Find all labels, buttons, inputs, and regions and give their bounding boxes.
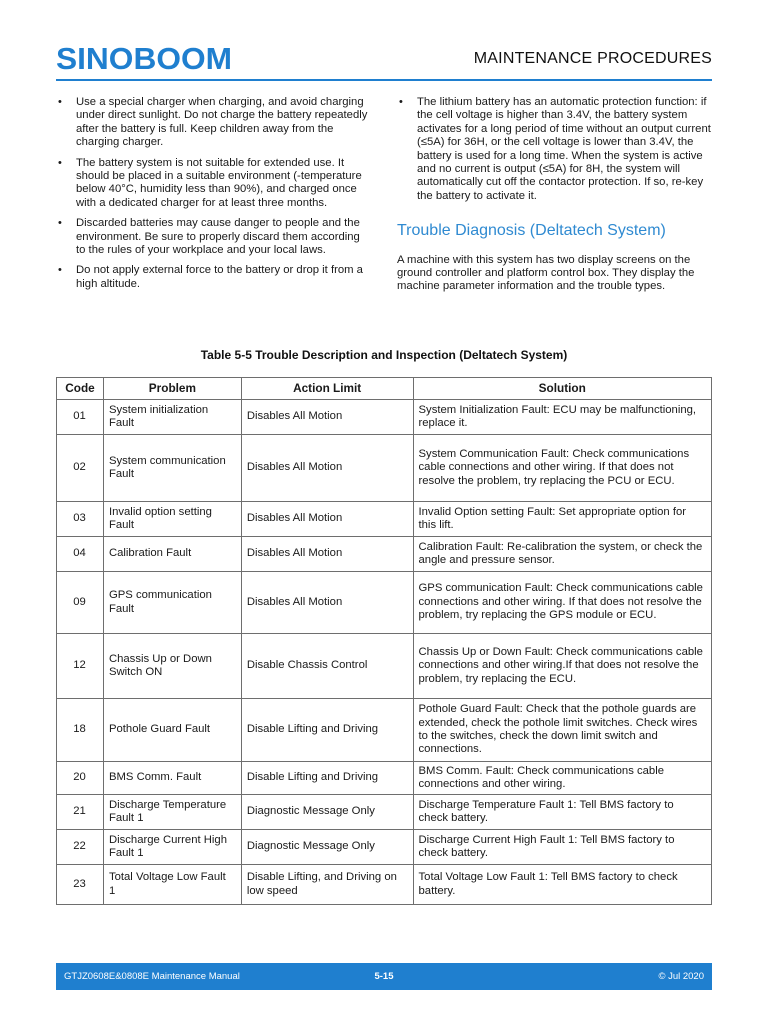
bullet-dot-icon: • (58, 217, 62, 230)
subsection-title: Trouble Diagnosis (Deltatech System) (397, 222, 666, 240)
footer-date: © Jul 2020 (658, 971, 704, 982)
header-solution: Solution (413, 378, 711, 400)
table-cell-problem: Invalid option setting Fault (103, 502, 241, 537)
table-cell-solution: Discharge Current High Fault 1: Tell BMS factory to check battery. (413, 830, 711, 865)
table-cell-action-limit: Disables All Motion (241, 435, 413, 502)
table-cell-action-limit: Disables All Motion (241, 400, 413, 435)
table-row (57, 795, 712, 830)
table-cell-action-limit: Disable Lifting and Driving (241, 762, 413, 795)
table-cell-problem: Discharge Current High Fault 1 (103, 830, 241, 865)
table-cell-problem: Pothole Guard Fault (103, 699, 241, 762)
table-row (57, 865, 712, 905)
table-cell-solution: Calibration Fault: Re-calibration the system, or check the angle and pressure sensor. (413, 537, 711, 572)
table-row (57, 572, 712, 634)
table-row (57, 502, 712, 537)
table-cell-solution: Chassis Up or Down Fault: Check communications cable connections and other wiring.If that does not resolve the problem, try replacing the ECU. (413, 634, 711, 699)
table-cell-action-limit: Disables All Motion (241, 502, 413, 537)
table-caption: Table 5-5 Trouble Description and Inspection (Deltatech System) (200, 348, 568, 362)
table-cell-problem: BMS Comm. Fault (103, 762, 241, 795)
table-cell-code: 18 (57, 699, 104, 762)
table-cell-solution: Pothole Guard Fault: Check that the pothole guards are extended, check the pothole limit switches. Check wires to the switches, check the down limit switch and connections. (413, 699, 711, 762)
table-cell-action-limit: Diagnostic Message Only (241, 795, 413, 830)
bullet-dot-icon: • (399, 96, 403, 108)
table-cell-problem: System communication Fault (103, 435, 241, 502)
table-cell-code: 12 (57, 634, 104, 699)
table-cell-solution: System Initialization Fault: ECU may be malfunctioning, replace it. (413, 400, 711, 435)
bullet-dot-icon: • (58, 264, 62, 277)
table-row (57, 400, 712, 435)
table-cell-action-limit: Disable Lifting, and Driving on low speed (241, 865, 413, 905)
table-cell-action-limit: Diagnostic Message Only (241, 830, 413, 865)
bullet-item: • Use a special charger when charging, and avoid charging under direct sunlight. Do not charge the battery repeatedly after the battery is full. Keep children away from the charging charger. (58, 96, 368, 149)
table-cell-solution: BMS Comm. Fault: Check communications cable connections and other wiring. (413, 762, 711, 795)
table-row (57, 634, 712, 699)
table-cell-code: 20 (57, 762, 104, 795)
table-cell-solution: Invalid Option setting Fault: Set appropriate option for this lift. (413, 502, 711, 537)
table-cell-solution: System Communication Fault: Check communications cable connections and other wiring. If that does not resolve the problem, try replacing the PCU or ECU. (413, 435, 711, 502)
table-cell-code: 23 (57, 865, 104, 905)
table-cell-problem: Discharge Temperature Fault 1 (103, 795, 241, 830)
footer-page-number: 5-15 (374, 971, 394, 982)
table-cell-action-limit: Disable Lifting and Driving (241, 699, 413, 762)
table-cell-code: 09 (57, 572, 104, 634)
logo-text: SINOBOOM (56, 41, 232, 74)
table-row (57, 830, 712, 865)
header-action-limit: Action Limit (241, 378, 413, 400)
bullet-item: • Discarded batteries may cause danger to people and the environment. Be sure to properly discard them according to the rules of your workplace and your local laws. (58, 217, 360, 257)
header-code: Code (57, 378, 104, 400)
table-cell-code: 22 (57, 830, 104, 865)
header-problem: Problem (103, 378, 241, 400)
trouble-table (56, 377, 712, 905)
header-rule (56, 79, 712, 81)
bullet-dot-icon: • (58, 96, 62, 108)
table-cell-problem: System initialization Fault (103, 400, 241, 435)
table-cell-action-limit: Disable Chassis Control (241, 634, 413, 699)
table-cell-code: 01 (57, 400, 104, 435)
table-cell-code: 04 (57, 537, 104, 572)
table-cell-solution: Discharge Temperature Fault 1: Tell BMS factory to check battery. (413, 795, 711, 830)
page-header (0, 0, 768, 80)
bullet-dot-icon: • (58, 156, 62, 169)
section-title: MAINTENANCE PROCEDURES (473, 50, 712, 67)
bullet-item: • The lithium battery has an automatic protection function: if the cell voltage is higher than 3.4V, the battery system activates for a long period of time without an output current (≤5A) for 36H, or the cell voltage is lower than 3.4V, the battery is used for a long time. When the system is active and no current is output (≤5A) for 8H, the system will automatically cut off the contactor protection. If so, re-key the battery to activate it. (399, 96, 711, 202)
table-cell-code: 21 (57, 795, 104, 830)
page-footer (56, 963, 712, 990)
table-header-row (57, 378, 712, 400)
table-cell-solution: GPS communication Fault: Check communications cable connections and other wiring. If that does not resolve the problem, try replacing the GPS module or ECU. (413, 572, 711, 634)
bullet-item: • The battery system is not suitable for extended use. It should be placed in a suitable environment (-temperature below 40°C, humidity less than 90%), and charged once with a dedicated charger for at least three months. (58, 156, 362, 209)
table-cell-action-limit: Disables All Motion (241, 572, 413, 634)
table-cell-problem: Chassis Up or Down Switch ON (103, 634, 241, 699)
table-row (57, 435, 712, 502)
table-cell-code: 03 (57, 502, 104, 537)
subsection-paragraph: A machine with this system has two display screens on the ground controller and platform control box. They display the machine parameter information and the trouble types. (397, 253, 695, 293)
table-cell-problem: Total Voltage Low Fault 1 (103, 865, 241, 905)
table-cell-code: 02 (57, 435, 104, 502)
table-cell-solution: Total Voltage Low Fault 1: Tell BMS factory to check battery. (413, 865, 711, 905)
table-row (57, 537, 712, 572)
table-body (57, 400, 712, 905)
table-cell-problem: Calibration Fault (103, 537, 241, 572)
table-row (57, 762, 712, 795)
table-cell-problem: GPS communication Fault (103, 572, 241, 634)
right-column (397, 96, 711, 294)
left-column (56, 96, 372, 298)
table-row (57, 699, 712, 762)
bullet-item: • Do not apply external force to the battery or drop it from a high altitude. (58, 264, 363, 290)
sinoboom-logo (56, 40, 234, 74)
table-cell-action-limit: Disables All Motion (241, 537, 413, 572)
footer-manual-title: GTJZ0608E&0808E Maintenance Manual (64, 971, 240, 982)
